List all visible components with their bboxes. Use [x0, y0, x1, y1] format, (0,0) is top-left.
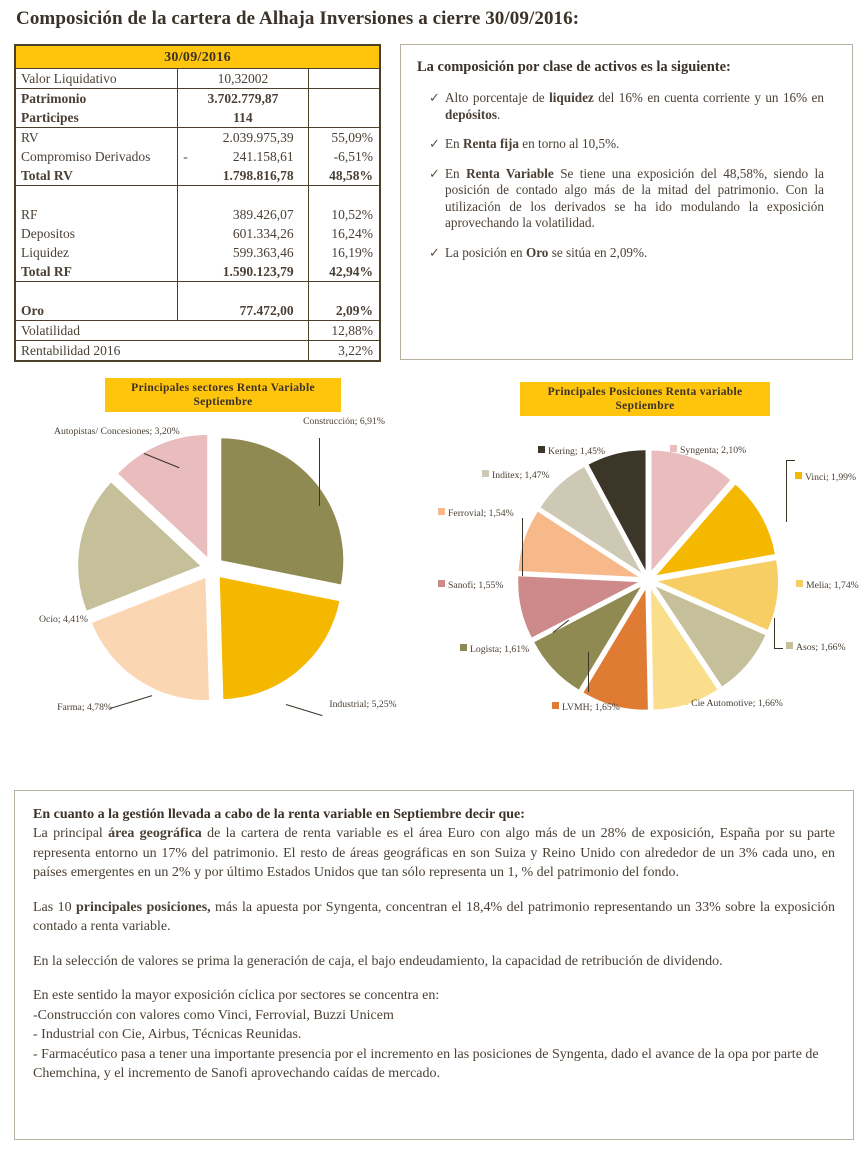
row-value-patrimonio: 3.702.779,87 — [178, 89, 308, 109]
pie-label-lvmh — [552, 702, 652, 714]
row-label-rf: RF — [15, 205, 178, 224]
bullet-text-renta-fija: En Renta fija en torno al 10,5%. — [445, 136, 620, 151]
chart-title-line1: Principales Posiciones Renta variable — [547, 386, 743, 398]
value-text: 241.158,61 — [232, 149, 294, 164]
chart-title-line2: Septiembre — [615, 400, 675, 412]
row-pct-rentabilidad-2016: 3,22% — [308, 341, 380, 362]
pie-label-syngenta — [670, 445, 810, 457]
row-value-compromiso-derivados — [178, 147, 308, 166]
legend-swatch-logista — [460, 644, 467, 651]
pie-posiciones-canvas — [430, 420, 860, 768]
bullet-text-liquidez: Alto porcentaje de liquidez del 16% en cuenta corriente y un 16% en depósitos. — [445, 90, 824, 122]
legend-swatch-syngenta — [670, 445, 677, 452]
legend-swatch-cie — [681, 698, 688, 705]
chart-posiciones-renta-variable — [430, 382, 860, 768]
pie-slice — [220, 577, 340, 699]
row-pct-participes — [308, 108, 380, 128]
pie-label-asos-text: Asos; 1,66% — [796, 642, 846, 653]
check-icon: ✓ — [429, 136, 440, 151]
legend-swatch-inditex — [482, 470, 489, 477]
leader-line-construccion — [319, 438, 320, 506]
bullet-text-renta-variable: En Renta Variable Se tiene una exposición del 48,58%, siendo la posición de contado algo más de la mitad del patrimonio. Con la utilización de los derivados se ha ido modulando la exposición aprovechando la volatilidad. — [445, 165, 825, 230]
row-value-total-rv: 1.798.816,78 — [178, 166, 308, 186]
list-item — [415, 90, 838, 123]
row-pct-rv: 55,09% — [308, 128, 380, 148]
commentary-paragraph-1: La principal área geográfica de la cartera de renta variable es el área Euro con algo más de un 28% de exposición, España por su parte representa entorno un 17% del patrimonio. El resto de áreas geográficas en son Suiza y Reino Unido con alrededor de un 3% cada uno, en países emergentes en un 2% y por último Estados Unidos que tan sólo representa un 1, % del patrimonio del fondo. — [33, 826, 836, 880]
commentary-bullet-industrial: - Industrial con Cie, Airbus, Técnicas Reunidas. — [33, 1027, 302, 1042]
spacer-cell — [308, 186, 380, 206]
table-row — [15, 262, 380, 282]
pie-label-construccion: Construcción; 6,91% — [303, 416, 385, 427]
row-pct-volatilidad: 12,88% — [308, 321, 380, 341]
legend-swatch-vinci — [795, 472, 802, 479]
pie-label-inditex — [482, 470, 582, 482]
table-row — [15, 224, 380, 243]
table-row — [15, 69, 380, 89]
table-row — [15, 341, 380, 362]
row-pct-oro: 2,09% — [308, 301, 380, 321]
table-row — [15, 108, 380, 128]
pie-label-cie-text: Cie Automotive; 1,66% — [691, 698, 783, 709]
pie-label-vinci-text: Vinci; 1,99% — [805, 472, 857, 483]
pie-label-melia — [796, 580, 867, 592]
negative-sign: - — [183, 149, 188, 164]
pie-label-kering-text: Kering; 1,45% — [548, 446, 606, 457]
row-value-participes: 114 — [178, 108, 308, 128]
commentary-bullet-construccion: -Construcción con valores como Vinci, Ferrovial, Buzzi Unicem — [33, 1007, 394, 1023]
table-row — [15, 166, 380, 186]
row-pct-liquidez: 16,19% — [308, 243, 380, 262]
spacer-cell — [308, 282, 380, 302]
row-pct-depositos: 16,24% — [308, 224, 380, 243]
pie-label-ferrovial-text: Ferrovial; 1,54% — [448, 508, 514, 519]
page-title: Composición de la cartera de Alhaja Inversiones a cierre 30/09/2016: — [16, 8, 580, 29]
chart-title-line2: Septiembre — [193, 396, 253, 408]
table-row — [15, 147, 380, 166]
chart-title-sectores — [105, 378, 341, 412]
row-label-compromiso-derivados: Compromiso Derivados — [15, 147, 178, 166]
row-label-valor-liquidativo: Valor Liquidativo — [15, 69, 178, 89]
row-label-participes: Participes — [15, 108, 178, 128]
leader-line-vinci-h — [786, 460, 795, 461]
table-row — [15, 321, 380, 341]
chart-title-line1: Principales sectores Renta Variable — [131, 382, 315, 394]
table-header-date: 30/09/2016 — [15, 45, 380, 69]
row-pct-total-rf: 42,94% — [308, 262, 380, 282]
row-label-total-rf: Total RF — [15, 262, 178, 282]
list-item — [415, 166, 838, 232]
check-icon: ✓ — [429, 90, 440, 105]
row-label-rv: RV — [15, 128, 178, 148]
leader-line-sanofi — [522, 518, 523, 576]
table-row — [15, 128, 380, 148]
legend-swatch-kering — [538, 446, 545, 453]
chart-title-posiciones — [520, 382, 770, 416]
commentary-bullet-farmaceutico: - Farmacéutico pasa a tener una importante presencia por el incremento en las posiciones de Syngenta, dado el avance de la opa por parte de Chemchina, y el incremento de Sanofi aprovechando caídas de mercado. — [33, 1046, 819, 1081]
row-label-patrimonio: Patrimonio — [15, 89, 178, 109]
row-value-rv: 2.039.975,39 — [178, 128, 308, 148]
row-pct-compromiso-derivados: -6,51% — [308, 147, 380, 166]
pie-slice — [221, 438, 343, 584]
commentary-box — [14, 790, 854, 1140]
legend-swatch-asos — [786, 642, 793, 649]
row-label-total-rv: Total RV — [15, 166, 178, 186]
asset-class-info-box — [400, 44, 853, 360]
leader-line-lvmh — [588, 652, 589, 692]
row-label-rentabilidad-2016: Rentabilidad 2016 — [15, 341, 308, 362]
leader-line-asos-v — [774, 618, 775, 648]
row-label-oro: Oro — [15, 301, 178, 321]
pie-label-sanofi-text: Sanofi; 1,55% — [448, 580, 504, 591]
pie-label-lvmh-text: LVMH; 1,65% — [562, 702, 620, 713]
row-label-depositos: Depositos — [15, 224, 178, 243]
pie-label-syngenta-text: Syngenta; 2,10% — [680, 445, 747, 456]
leader-line-asos-h — [774, 648, 783, 649]
commentary-heading: En cuanto a la gestión llevada a cabo de la renta variable en Septiembre decir que: — [33, 807, 525, 822]
chart-sectores-renta-variable — [14, 378, 414, 768]
list-item — [415, 245, 838, 262]
pie-label-industrial: Industrial; 5,25% — [329, 699, 397, 710]
pie-sectores-svg — [14, 418, 414, 768]
pie-label-autopistas: Autopistas/ Concesiones; 3,20% — [54, 426, 180, 437]
table-row — [15, 243, 380, 262]
row-label-liquidez: Liquidez — [15, 243, 178, 262]
pie-label-cie-automotive — [680, 698, 784, 710]
row-value-valor-liquidativo: 10,32002 — [178, 69, 308, 89]
pie-label-inditex-text: Inditex; 1,47% — [492, 470, 550, 481]
row-pct-rf: 10,52% — [308, 205, 380, 224]
check-icon: ✓ — [429, 244, 440, 260]
pie-label-logista — [460, 644, 560, 656]
legend-swatch-melia — [796, 580, 803, 587]
leader-line-vinci-v — [786, 460, 787, 522]
commentary-paragraph-3: En la selección de valores se prima la generación de caja, el bajo endeudamiento, la capacidad de retribución de dividendo. — [33, 953, 723, 969]
commentary-paragraph-2: Las 10 principales posiciones, más la apuesta por Syngenta, concentran el 18,4% del patrimonio representando un 33% sobre la exposición contado a renta variable. — [33, 899, 836, 934]
table-spacer-row — [15, 282, 380, 302]
spacer-cell — [15, 282, 178, 302]
row-value-liquidez: 599.363,46 — [178, 243, 308, 262]
check-icon: ✓ — [429, 165, 440, 181]
spacer-cell — [178, 282, 308, 302]
table-header-row — [15, 45, 380, 69]
table-row — [15, 205, 380, 224]
legend-swatch-ferrovial — [438, 508, 445, 515]
pie-label-kering — [538, 446, 638, 458]
pie-sectores-canvas — [14, 418, 414, 768]
info-box-title: La composición por clase de activos es la siguiente: — [417, 59, 731, 75]
legend-swatch-lvmh — [552, 702, 559, 709]
table-row — [15, 301, 380, 321]
bullet-text-oro: La posición en Oro se sitúa en 2,09%. — [445, 244, 648, 260]
row-value-total-rf: 1.590.123,79 — [178, 262, 308, 282]
row-pct-total-rv: 48,58% — [308, 166, 380, 186]
pie-label-asos — [786, 642, 866, 654]
pie-label-logista-text: Logista; 1,61% — [470, 644, 530, 655]
commentary-paragraph-4-intro: En este sentido la mayor exposición cíclica por sectores se concentra en: — [33, 988, 440, 1003]
spacer-cell — [178, 186, 308, 206]
pie-label-melia-text: Melia; 1,74% — [806, 580, 859, 591]
pie-label-sanofi — [438, 580, 538, 592]
row-value-oro: 77.472,00 — [178, 301, 308, 321]
pie-label-vinci — [795, 472, 867, 484]
spacer-cell — [15, 186, 178, 206]
row-value-depositos: 601.334,26 — [178, 224, 308, 243]
legend-swatch-sanofi — [438, 580, 445, 587]
pie-label-ocio: Ocio; 4,41% — [39, 614, 88, 625]
pie-label-farma: Farma; 4,78% — [57, 702, 112, 713]
list-item — [415, 136, 838, 153]
row-value-rf: 389.426,07 — [178, 205, 308, 224]
table-spacer-row — [15, 186, 380, 206]
row-pct-valor-liquidativo — [308, 69, 380, 89]
portfolio-summary-table — [14, 44, 381, 362]
row-label-volatilidad: Volatilidad — [15, 321, 308, 341]
row-pct-patrimonio — [308, 89, 380, 109]
table-row — [15, 89, 380, 109]
pie-label-ferrovial — [438, 508, 548, 520]
